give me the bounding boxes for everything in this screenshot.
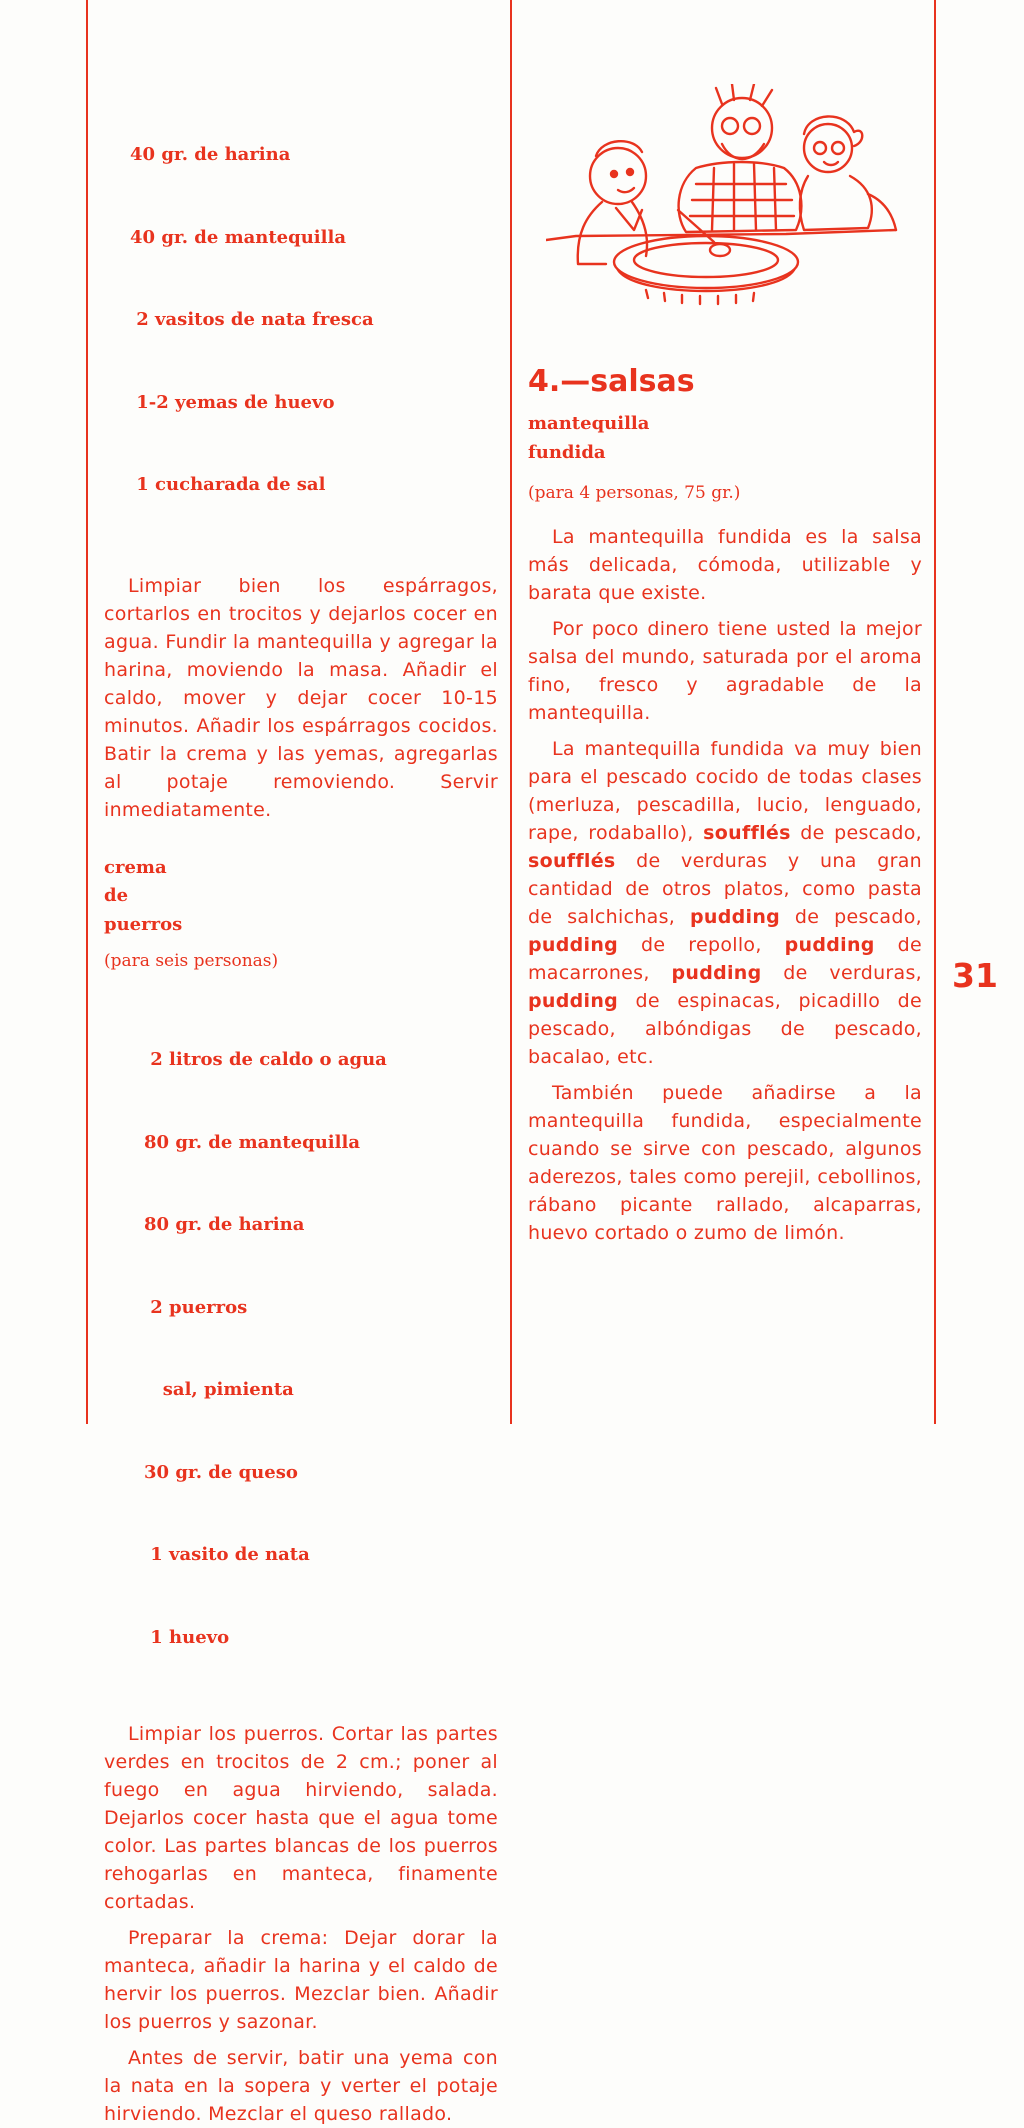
method-paragraph: Limpiar bien los espárragos, cortarlos en trocitos y dejarlos cocer en agua. Fundir la mantequilla y agregar la harina, moviendo la masa. Añadir el caldo, mover y dejar cocer 10-15 minutos. Añadir los espárragos cocidos. Batir la crema y las yemas, agregarlas al potaje removiendo. Servir inmediatamente. xyxy=(104,574,498,821)
ingredient-line: 30 gr. de queso xyxy=(144,1461,298,1483)
recipe-title: mantequilla fundida xyxy=(528,413,650,463)
emphasis-term: soufflés xyxy=(703,822,791,844)
method-paragraph: Limpiar los puerros. Cortar las partes verdes en trocitos de 2 cm.; poner al fuego en agua hirviendo, salada. Dejarlos cocer hasta que el agua tome color. Las partes blancas de los puerros rehogarlas en manteca, finamente cortadas. xyxy=(104,1723,498,1913)
right-column xyxy=(528,362,922,1247)
ingredient-line: 40 gr. de mantequilla xyxy=(130,226,346,248)
emphasis-term: pudding xyxy=(528,990,619,1012)
ingredient-line: 2 litros de caldo o agua xyxy=(144,1049,387,1070)
right-rule xyxy=(934,0,936,1424)
section-heading: 4.—salsas xyxy=(528,364,695,399)
description-paragraph xyxy=(528,735,922,1071)
description-paragraph: Por poco dinero tiene usted la mejor salsa del mundo, saturada por el aroma fino, fresco y agradable de la mantequilla. xyxy=(528,618,922,724)
text-run: de repollo, xyxy=(618,934,785,956)
ingredient-line: 2 vasitos de nata fresca xyxy=(130,309,374,330)
recipe-title: crema de puerros xyxy=(104,856,183,935)
servings-note: (para seis personas) xyxy=(104,951,279,971)
emphasis-term: pudding xyxy=(671,962,762,984)
ingredient-line: 1 cucharada de sal xyxy=(130,474,326,495)
ingredient-line: 1 vasito de nata xyxy=(144,1544,310,1565)
ingredient-list-top xyxy=(104,86,498,554)
text-run: de pescado, xyxy=(790,822,922,844)
text-run: La mantequilla fundida va muy bien para el pescado cocido de todas clases (merluza, pescadilla, lucio, lenguado, rape, rodaballo), xyxy=(528,738,922,844)
ingredient-line: 1 huevo xyxy=(144,1626,230,1648)
left-rule xyxy=(86,0,88,1424)
text-run: de verduras y una gran cantidad de otros platos, como pasta de salchichas, xyxy=(528,850,922,928)
center-rule xyxy=(510,0,512,1424)
description-paragraph: La mantequilla fundida es la salsa más delicada, cómoda, utilizable y barata que existe. xyxy=(528,526,922,604)
text-run: de pescado, xyxy=(780,906,922,928)
ingredient-line: sal, pimienta xyxy=(144,1379,294,1400)
emphasis-term: pudding xyxy=(784,934,875,956)
emphasis-term: pudding xyxy=(690,906,781,928)
family-tasting-sauce-illustration xyxy=(546,84,906,320)
emphasis-term: pudding xyxy=(528,934,619,956)
ingredient-line: 40 gr. de harina xyxy=(130,144,291,165)
text-run: de espinacas, picadillo de pescado, albóndigas de pescado, bacalao, etc. xyxy=(528,990,922,1068)
method-paragraph: Antes de servir, batir una yema con la nata en la sopera y verter el potaje hirviendo. Mezclar el queso rallado. xyxy=(104,2047,498,2125)
description-paragraph: También puede añadirse a la mantequilla fundida, especialmente cuando se sirve con pescado, algunos aderezos, tales como perejil, cebollinos, rábano picante rallado, alcaparras, huevo cortado o zumo de limón. xyxy=(528,1082,922,1244)
description xyxy=(528,523,922,1247)
text-run: de macarrones, xyxy=(528,934,922,984)
page-number: 31 xyxy=(952,956,998,995)
ingredient-line: 80 gr. de mantequilla xyxy=(144,1131,360,1153)
ingredient-line: 1-2 yemas de huevo xyxy=(130,391,335,413)
emphasis-term: soufflés xyxy=(528,850,616,872)
servings-note: (para 4 personas, 75 gr.) xyxy=(528,483,741,503)
text-run: de verduras, xyxy=(761,962,923,984)
method xyxy=(104,1720,498,2128)
ingredient-line: 80 gr. de harina xyxy=(144,1214,305,1235)
ingredient-list xyxy=(104,991,498,1706)
method-paragraph: Preparar la crema: Dejar dorar la manteca, añadir la harina y el caldo de hervir los puerros. Mezclar bien. Añadir los puerros y sazonar. xyxy=(104,1927,498,2033)
left-column xyxy=(104,86,498,2128)
ingredient-line: 2 puerros xyxy=(144,1296,248,1318)
